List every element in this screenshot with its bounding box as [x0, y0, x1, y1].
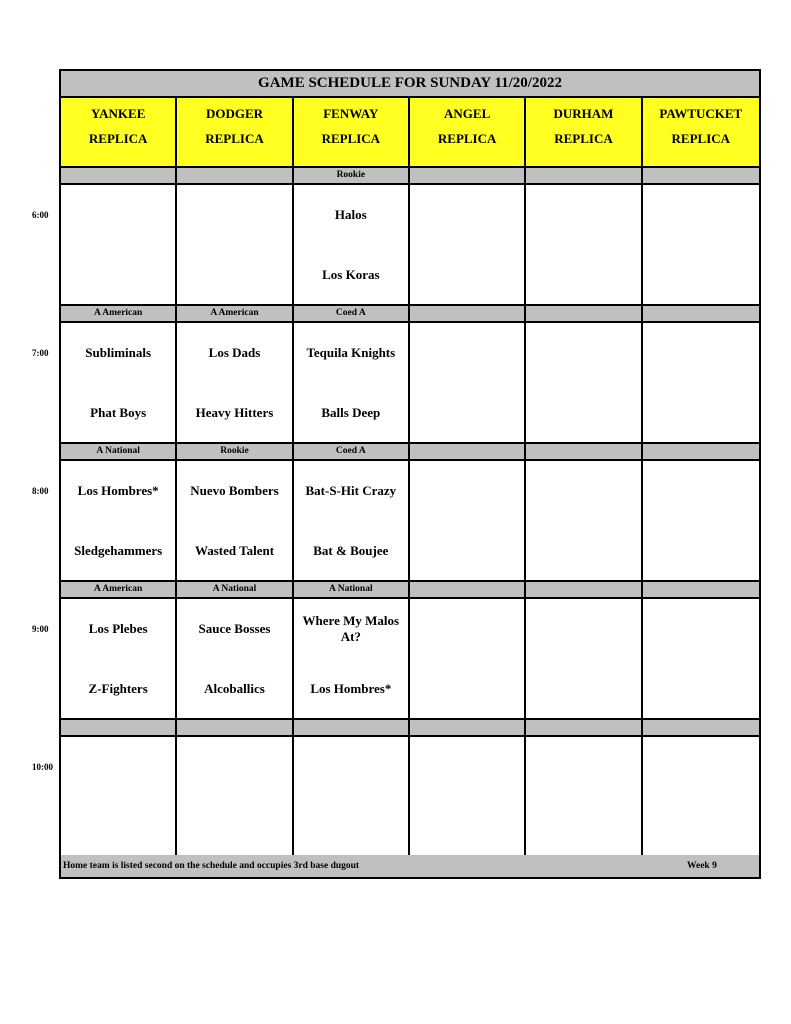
game-cell	[61, 185, 177, 306]
division-label	[410, 582, 526, 599]
home-team: Bat & Boujee	[313, 543, 389, 558]
home-team: Alcoballics	[204, 681, 265, 696]
game-cell	[526, 461, 642, 582]
game-cell	[410, 461, 526, 582]
game-cell	[61, 323, 177, 444]
division-label	[643, 444, 759, 461]
division-label	[61, 168, 177, 185]
division-label: A National	[177, 582, 293, 599]
game-cell	[526, 737, 642, 858]
away-team: Halos	[334, 207, 367, 222]
division-label	[177, 168, 293, 185]
schedule-grid	[61, 98, 759, 858]
away-team: Bat-S-Hit Crazy	[305, 483, 397, 498]
home-team-note: Home team is listed second on the schedule and occupies 3rd base dugout	[63, 861, 360, 871]
division-label	[410, 306, 526, 323]
schedule-title: GAME SCHEDULE FOR SUNDAY 11/20/2022	[61, 71, 759, 98]
field-name: FENWAY	[323, 106, 379, 121]
home-team: Phat Boys	[90, 405, 147, 420]
division-label: A American	[61, 582, 177, 599]
field-name: DURHAM	[553, 106, 614, 121]
away-team: Nuevo Bombers	[190, 483, 279, 498]
game-cell	[61, 737, 177, 858]
away-team: Los Hombres*	[77, 483, 159, 498]
game-row	[61, 185, 759, 306]
division-label	[526, 582, 642, 599]
division-label	[526, 168, 642, 185]
home-team: Los Koras	[322, 267, 380, 282]
game-cell	[177, 185, 293, 306]
division-label	[61, 720, 177, 737]
field-header	[294, 98, 410, 168]
division-label	[643, 582, 759, 599]
time-label: 9:00	[32, 624, 49, 634]
game-row	[61, 599, 759, 720]
game-cell	[526, 599, 642, 720]
division-label: A National	[61, 444, 177, 461]
division-label: Coed A	[294, 306, 410, 323]
away-team: Tequila Knights	[306, 345, 396, 360]
time-slots	[61, 168, 759, 858]
away-team: Subliminals	[85, 345, 152, 360]
away-team: Los Dads	[208, 345, 261, 360]
field-header	[177, 98, 293, 168]
division-label: A National	[294, 582, 410, 599]
game-cell	[294, 323, 410, 444]
field-header-row	[61, 98, 759, 168]
game-cell	[177, 323, 293, 444]
game-cell	[643, 185, 759, 306]
game-cell	[61, 461, 177, 582]
division-label: Rookie	[294, 168, 410, 185]
field-type: REPLICA	[321, 131, 381, 146]
time-label: 8:00	[32, 486, 49, 496]
time-label: 6:00	[32, 210, 49, 220]
schedule-footer	[61, 855, 759, 877]
division-label	[294, 720, 410, 737]
home-team: Heavy Hitters	[195, 405, 274, 420]
game-cell	[177, 599, 293, 720]
division-row	[61, 444, 759, 461]
game-cell	[294, 461, 410, 582]
division-row	[61, 720, 759, 737]
division-label	[526, 444, 642, 461]
field-name: DODGER	[205, 106, 264, 121]
division-label: Coed A	[294, 444, 410, 461]
game-cell	[643, 323, 759, 444]
game-cell	[526, 323, 642, 444]
division-label	[526, 306, 642, 323]
field-type: REPLICA	[554, 131, 613, 146]
game-cell	[643, 461, 759, 582]
game-cell	[61, 599, 177, 720]
game-cell	[643, 737, 759, 858]
game-cell	[294, 737, 410, 858]
away-team: Los Plebes	[88, 621, 148, 636]
game-cell	[410, 323, 526, 444]
game-cell	[294, 599, 410, 720]
away-team: Sauce Bosses	[198, 621, 271, 636]
game-cell	[410, 737, 526, 858]
game-cell	[410, 185, 526, 306]
home-team: Los Hombres*	[310, 681, 392, 696]
field-header	[410, 98, 526, 168]
field-header	[61, 98, 177, 168]
home-team: Balls Deep	[321, 405, 381, 420]
division-label	[643, 168, 759, 185]
division-label: A American	[177, 306, 293, 323]
week-label: Week 9	[687, 861, 717, 871]
division-row	[61, 582, 759, 599]
field-type: REPLICA	[88, 131, 148, 146]
division-row	[61, 306, 759, 323]
field-name: YANKEE	[90, 106, 146, 121]
time-label: 7:00	[32, 348, 49, 358]
division-label	[177, 720, 293, 737]
game-cell	[294, 185, 410, 306]
game-row	[61, 323, 759, 444]
division-label	[526, 720, 642, 737]
field-header	[643, 98, 759, 168]
field-type: REPLICA	[205, 131, 264, 146]
field-type: REPLICA	[437, 131, 497, 146]
home-team: Sledgehammers	[74, 543, 163, 558]
home-team: Z-Fighters	[88, 681, 148, 696]
field-type: REPLICA	[671, 131, 731, 146]
division-label	[643, 306, 759, 323]
division-label	[410, 720, 526, 737]
field-name: PAWTUCKET	[659, 106, 743, 121]
field-header	[526, 98, 642, 168]
division-label	[410, 168, 526, 185]
field-name: ANGEL	[444, 106, 491, 121]
division-label	[643, 720, 759, 737]
home-team: Wasted Talent	[194, 543, 275, 558]
division-label	[410, 444, 526, 461]
time-label: 10:00	[32, 762, 53, 772]
game-row	[61, 461, 759, 582]
game-cell	[410, 599, 526, 720]
schedule-sheet	[59, 69, 761, 879]
division-label: Rookie	[177, 444, 293, 461]
away-team: Where My Malos At?	[302, 613, 400, 644]
game-cell	[526, 185, 642, 306]
game-cell	[643, 599, 759, 720]
game-cell	[177, 461, 293, 582]
game-cell	[177, 737, 293, 858]
division-row	[61, 168, 759, 185]
game-row	[61, 737, 759, 858]
division-label: A American	[61, 306, 177, 323]
